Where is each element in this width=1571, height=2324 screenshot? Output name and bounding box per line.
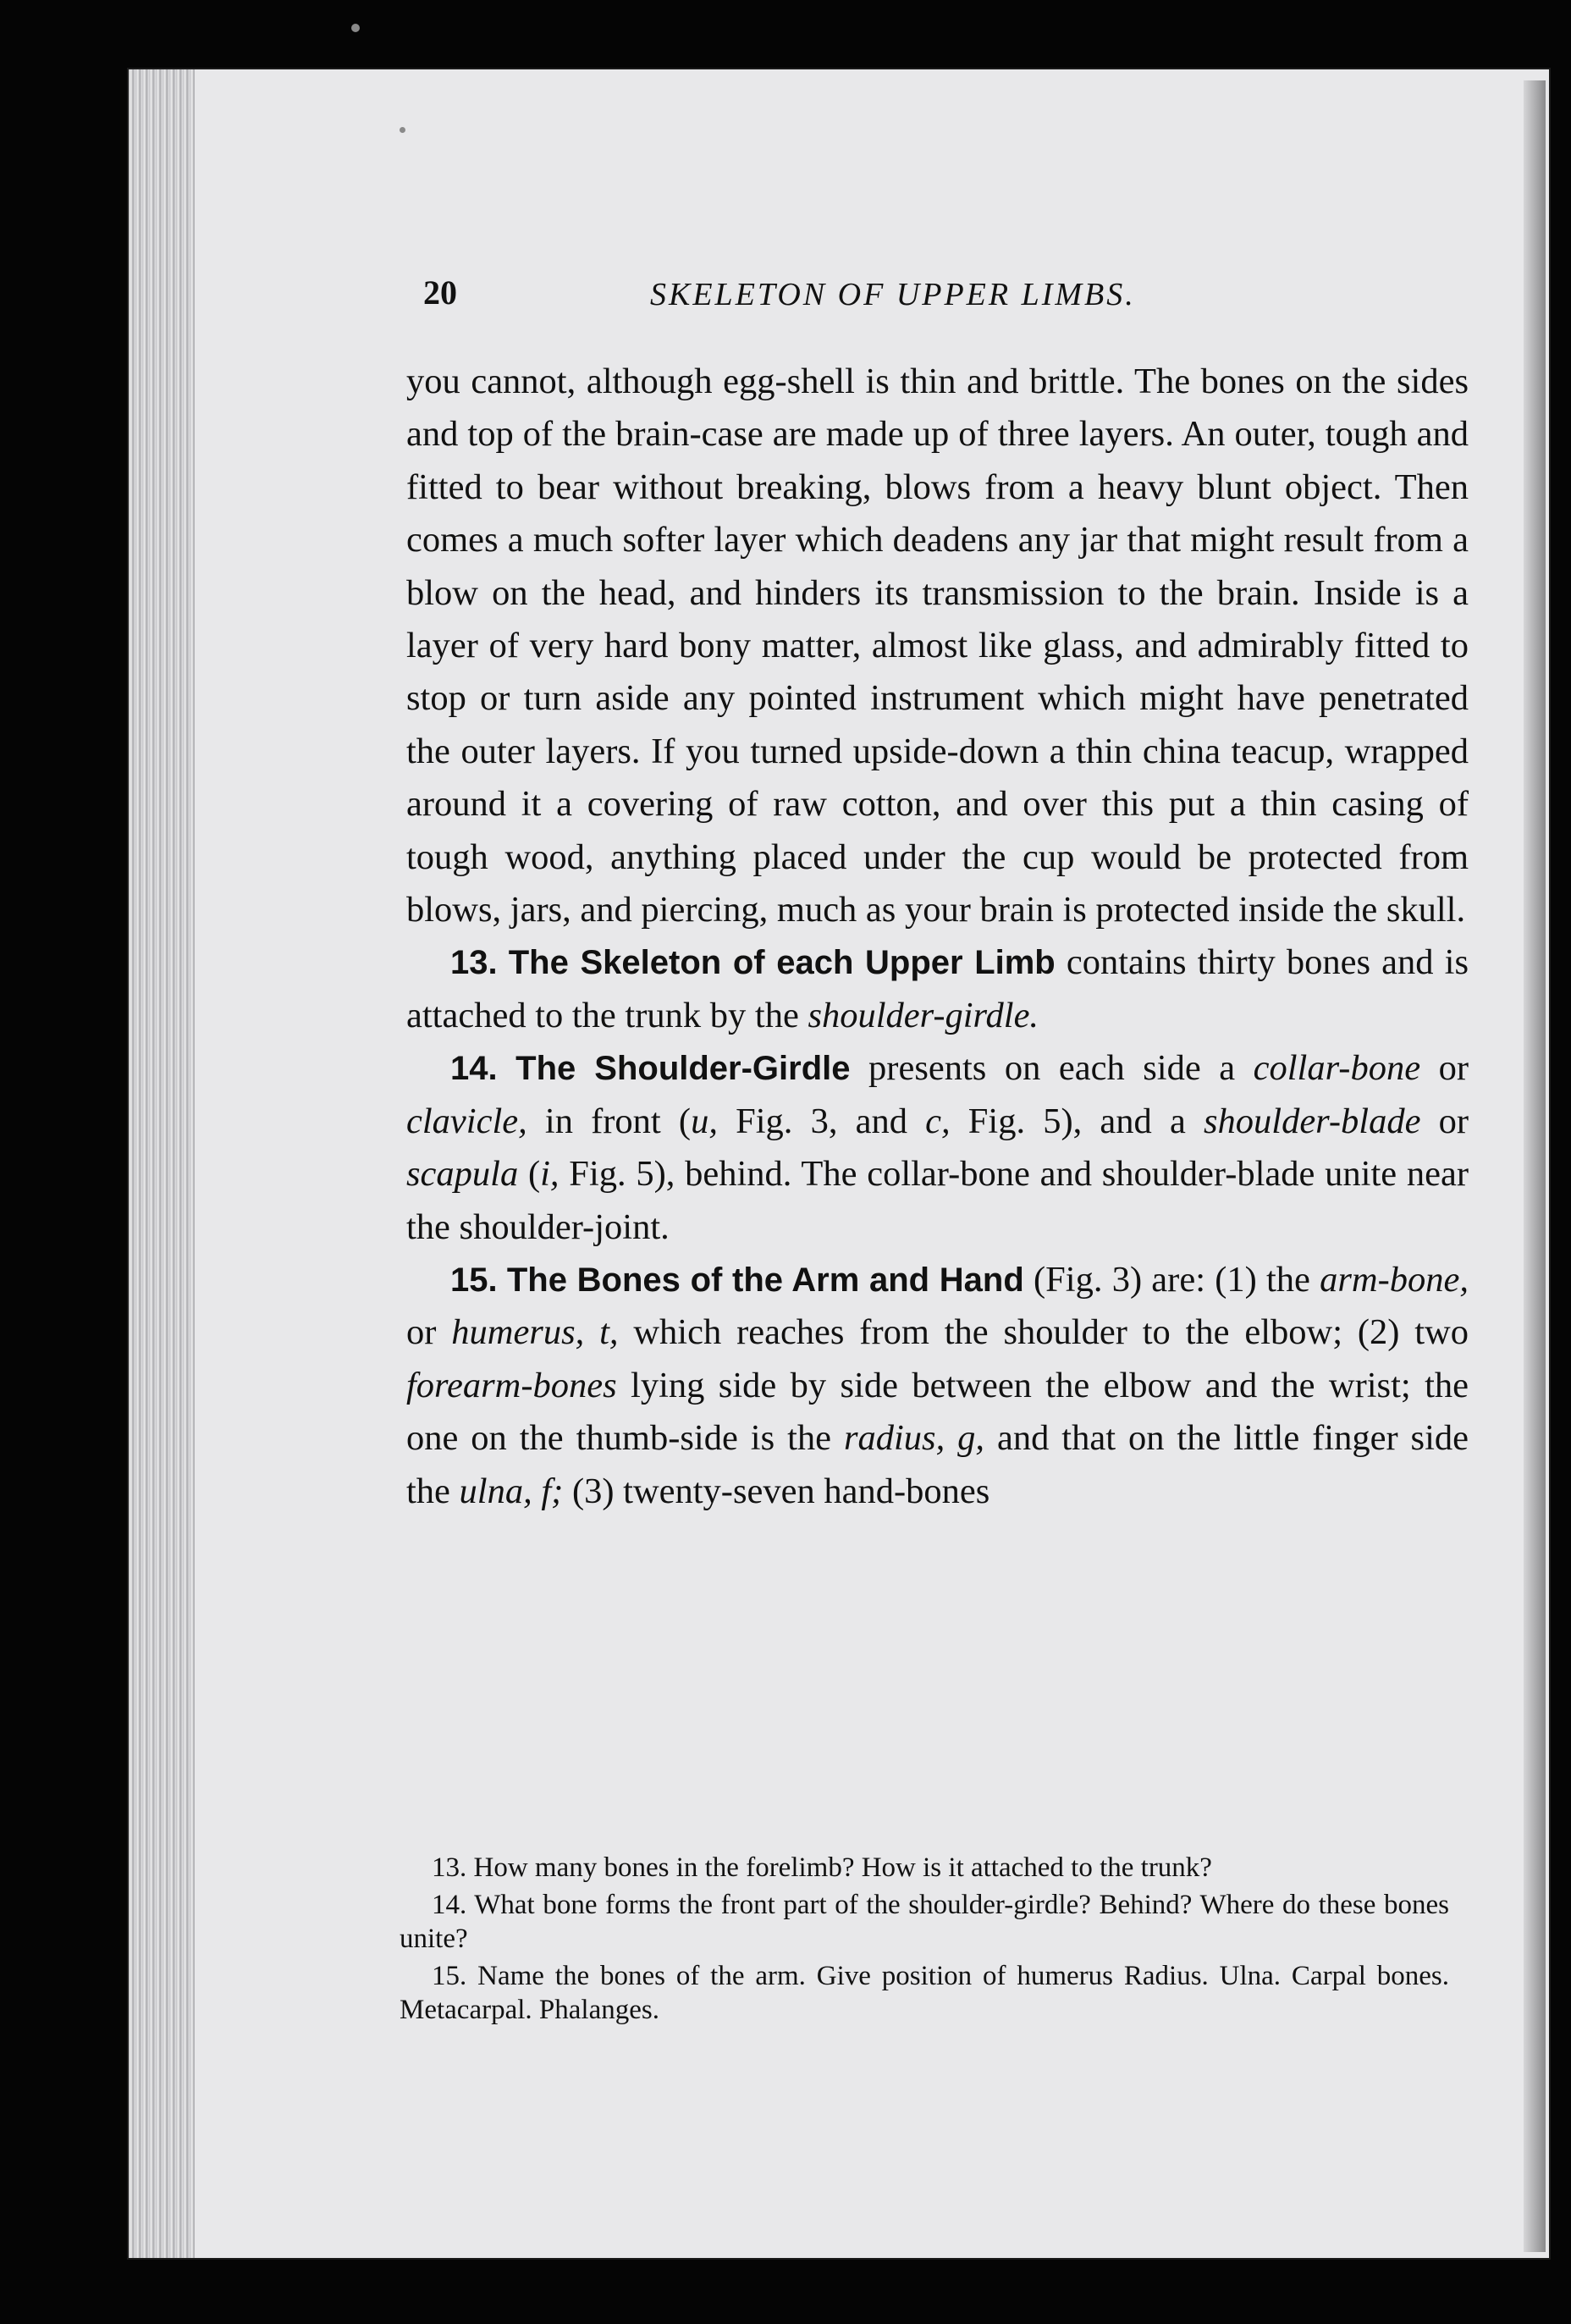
review-questions	[400, 1851, 1449, 2030]
section-text: and that on the little finger side the	[406, 1418, 1469, 1511]
section-title: The Shoulder-Girdle	[515, 1050, 851, 1088]
section-text: lying side by side between the elbow and the wrist; the one on the thumb-side is the	[406, 1365, 1469, 1459]
section-italic: radius, g,	[843, 1418, 985, 1459]
question-13: 13. How many bones in the forelimb? How is it attached to the trunk?	[432, 1852, 1212, 1883]
section-15	[406, 1254, 1469, 1518]
section-italic: collar-bone	[1253, 1048, 1421, 1089]
section-italic: scapula	[406, 1154, 519, 1195]
section-text: or	[1420, 1101, 1469, 1141]
section-italic: i,	[540, 1154, 559, 1195]
section-title: The Skeleton of each Upper Limb	[508, 944, 1056, 982]
section-italic: shoulder-girdle.	[808, 995, 1039, 1035]
section-13	[406, 936, 1469, 1042]
section-14	[406, 1042, 1469, 1254]
question-14: 14. What bone forms the front part of the shoulder-girdle? Behind? Where do these bones unite?	[400, 1890, 1449, 1954]
section-text: (3) twenty-seven hand-bones	[563, 1471, 990, 1511]
section-number: 13.	[450, 944, 498, 982]
section-italic: arm-bone,	[1320, 1259, 1469, 1300]
section-italic: u,	[691, 1101, 718, 1141]
paragraph-continuation: you cannot, although egg-shell is thin and brittle. The bones on the sides and top of the brain-case are made up of three layers. An outer, tough and fitted to bear without breaking, blows from a heavy blunt object. Then comes a much softer layer which deadens any jar that might result from a blow on the head, and hinders its transmission to the brain. Inside is a layer of very hard bony matter, almost like glass, and admirably fitted to stop or turn aside any pointed instrument which might have penetrated the outer layers. If you turned upside-down a thin china teacup, wrapped around it a covering of raw cotton, and over this put a thin casing of tough wood, anything placed under the cup would be protected from blows, jars, and piercing, much as your brain is protected inside the skull.	[406, 362, 1469, 930]
section-italic: c,	[925, 1101, 951, 1141]
page-header	[423, 273, 1473, 323]
running-title: SKELETON OF UPPER LIMBS.	[650, 277, 1136, 312]
section-title: The Bones of the Arm and Hand	[506, 1261, 1024, 1299]
section-text: Fig. 3, and	[717, 1101, 926, 1141]
section-number: 14.	[450, 1050, 498, 1088]
section-text: Fig. 5), and a	[950, 1101, 1204, 1141]
section-text: which reaches from the shoulder to the elbow; (2) two	[618, 1312, 1469, 1353]
page-stack-edge	[129, 69, 195, 2258]
section-text: or	[1420, 1048, 1469, 1089]
body-text	[406, 356, 1469, 1518]
question-15: 15. Name the bones of the arm. Give position of humerus Radius. Ulna. Carpal bones. Metacarpal. Phalanges.	[400, 1961, 1449, 2025]
section-italic: forearm-bones	[406, 1365, 617, 1405]
section-italic: humerus, t,	[451, 1312, 619, 1353]
section-text: (	[518, 1154, 541, 1195]
section-number: 15.	[450, 1261, 498, 1299]
page-right-shadow	[1524, 80, 1546, 2252]
section-italic: shoulder-blade	[1203, 1101, 1421, 1141]
section-text: in front (	[526, 1101, 692, 1141]
section-italic: ulna, f;	[459, 1471, 564, 1511]
page-number: 20	[423, 273, 457, 312]
scan-speck	[351, 24, 360, 32]
section-text: contains thirty bones and is attached to the trunk by the	[406, 942, 1469, 1035]
section-text: (Fig. 3) are: (1) the	[1023, 1259, 1320, 1300]
section-text: Fig. 5), behind. The collar-bone and shoulder-blade unite near the shoulder-joint.	[406, 1154, 1469, 1247]
section-text: presents on each side a	[850, 1048, 1254, 1089]
scan-speck	[400, 127, 405, 133]
section-italic: clavicle,	[406, 1101, 527, 1141]
section-text: or	[406, 1312, 452, 1353]
